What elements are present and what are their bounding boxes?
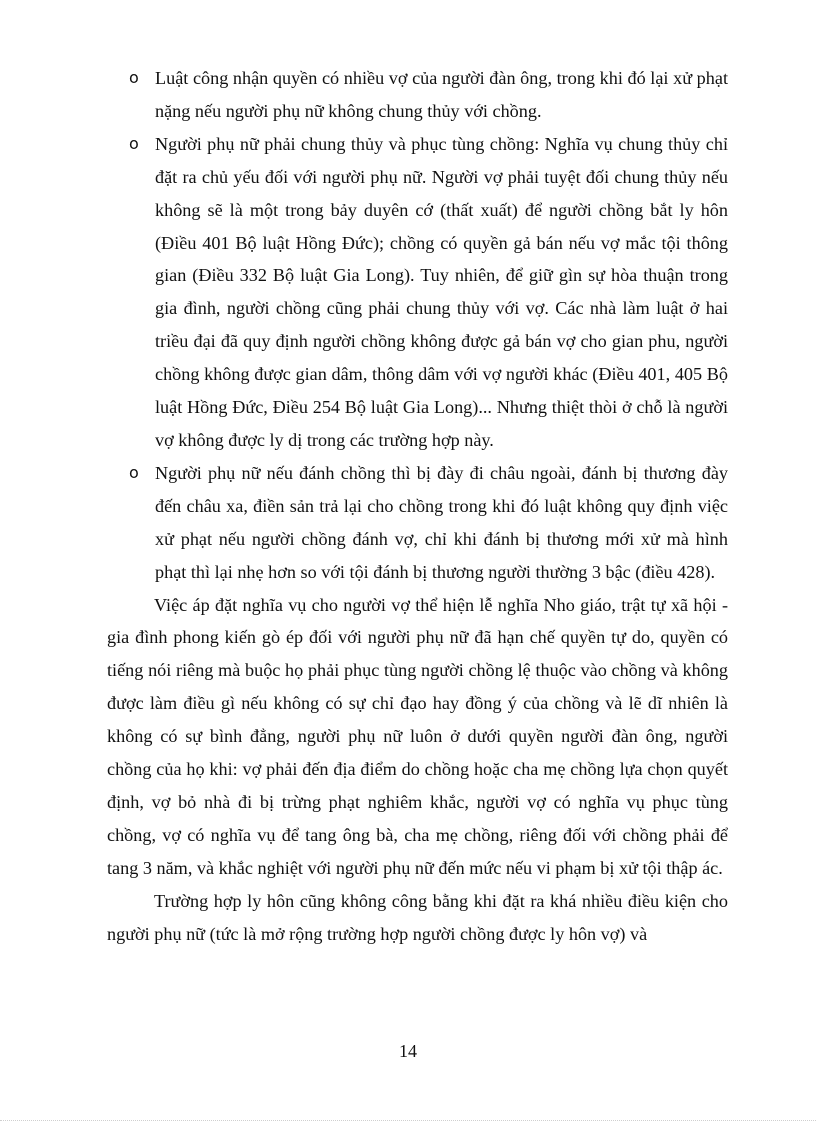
bullet-text: Người phụ nữ phải chung thủy và phục tùng chồng: Nghĩa vụ chung thủy chỉ đặt ra chủ yếu đối với người phụ nữ. Người vợ phải tuyệt đối chung thủy nếu không sẽ là một trong bảy duyên cớ (thất xuất) để người chồng bắt ly hôn (Điều 401 Bộ luật Hồng Đức); chồng có quyền gả bán nếu vợ mắc tội thông gian (Điều 332 Bộ luật Gia Long). Tuy nhiên, để giữ gìn sự hòa thuận trong gia đình, người chồng cũng phải chung thủy với vợ. Các nhà làm luật ở hai triều đại đã quy định người chồng không được gả bán vợ cho gian phu, người chồng không được gian dâm, thông dâm với vợ người khác (Điều 401, 405 Bộ luật Hồng Đức, Điều 254 Bộ luật Gia Long)... Nhưng thiệt thòi ở chỗ là người vợ không được ly dị trong các trường hợp này. [155, 133, 728, 450]
bullet-item-fidelity [107, 128, 728, 457]
paragraph-obligations: Việc áp đặt nghĩa vụ cho người vợ thể hiện lễ nghĩa Nho giáo, trật tự xã hội - gia đình phong kiến gò ép đối với người phụ nữ đã hạn chế quyền tự do, quyền có tiếng nói riêng mà buộc họ phải phục tùng người chồng lệ thuộc vào chồng và không được làm điều gì nếu không có sự chỉ đạo hay đồng ý của chồng và lẽ dĩ nhiên là không có sự bình đẳng, người phụ nữ luôn ở dưới quyền người đàn ông, người chồng của họ khi: vợ phải đến địa điểm do chồng hoặc cha mẹ chồng lựa chọn quyết định, vợ bỏ nhà đi bị trừng phạt nghiêm khắc, người vợ có nghĩa vụ phục tùng chồng, vợ có nghĩa vụ để tang ông bà, cha mẹ chồng, riêng đối với chồng phải để tang 3 năm, và khắc nghiệt với người phụ nữ đến mức nếu vi phạm bị xử tội thập ác. [107, 594, 728, 878]
paragraph-divorce: Trường hợp ly hôn cũng không công bằng khi đặt ra khá nhiều điều kiện cho người phụ nữ (tức là mở rộng trường hợp người chồng được ly hôn vợ) và [107, 890, 728, 944]
bullet-circle-icon: o [129, 68, 139, 87]
bullet-circle-icon: o [129, 462, 139, 482]
bullet-item-polygamy [107, 62, 728, 128]
page-bottom-divider [0, 1120, 816, 1121]
bullet-item-punishment [107, 457, 728, 589]
page-body [107, 62, 728, 950]
bullet-circle-icon: o [129, 133, 139, 153]
page-number: 14 [399, 1041, 417, 1061]
bullet-text: Người phụ nữ nếu đánh chồng thì bị đày đi châu ngoài, đánh bị thương đày đến châu xa, điền sản trả lại cho chồng trong khi đó luật không quy định việc xử phạt nếu người chồng đánh vợ, chỉ khi đánh bị thương mới xử mà hình phạt thì lại nhẹ hơn so với tội đánh bị thương người thường 3 bậc (điều 428). [155, 462, 728, 582]
bullet-text: Luật công nhận quyền có nhiều vợ của người đàn ông, trong khi đó lại xử phạt nặng nếu người phụ nữ không chung thủy với chồng. [155, 68, 728, 121]
